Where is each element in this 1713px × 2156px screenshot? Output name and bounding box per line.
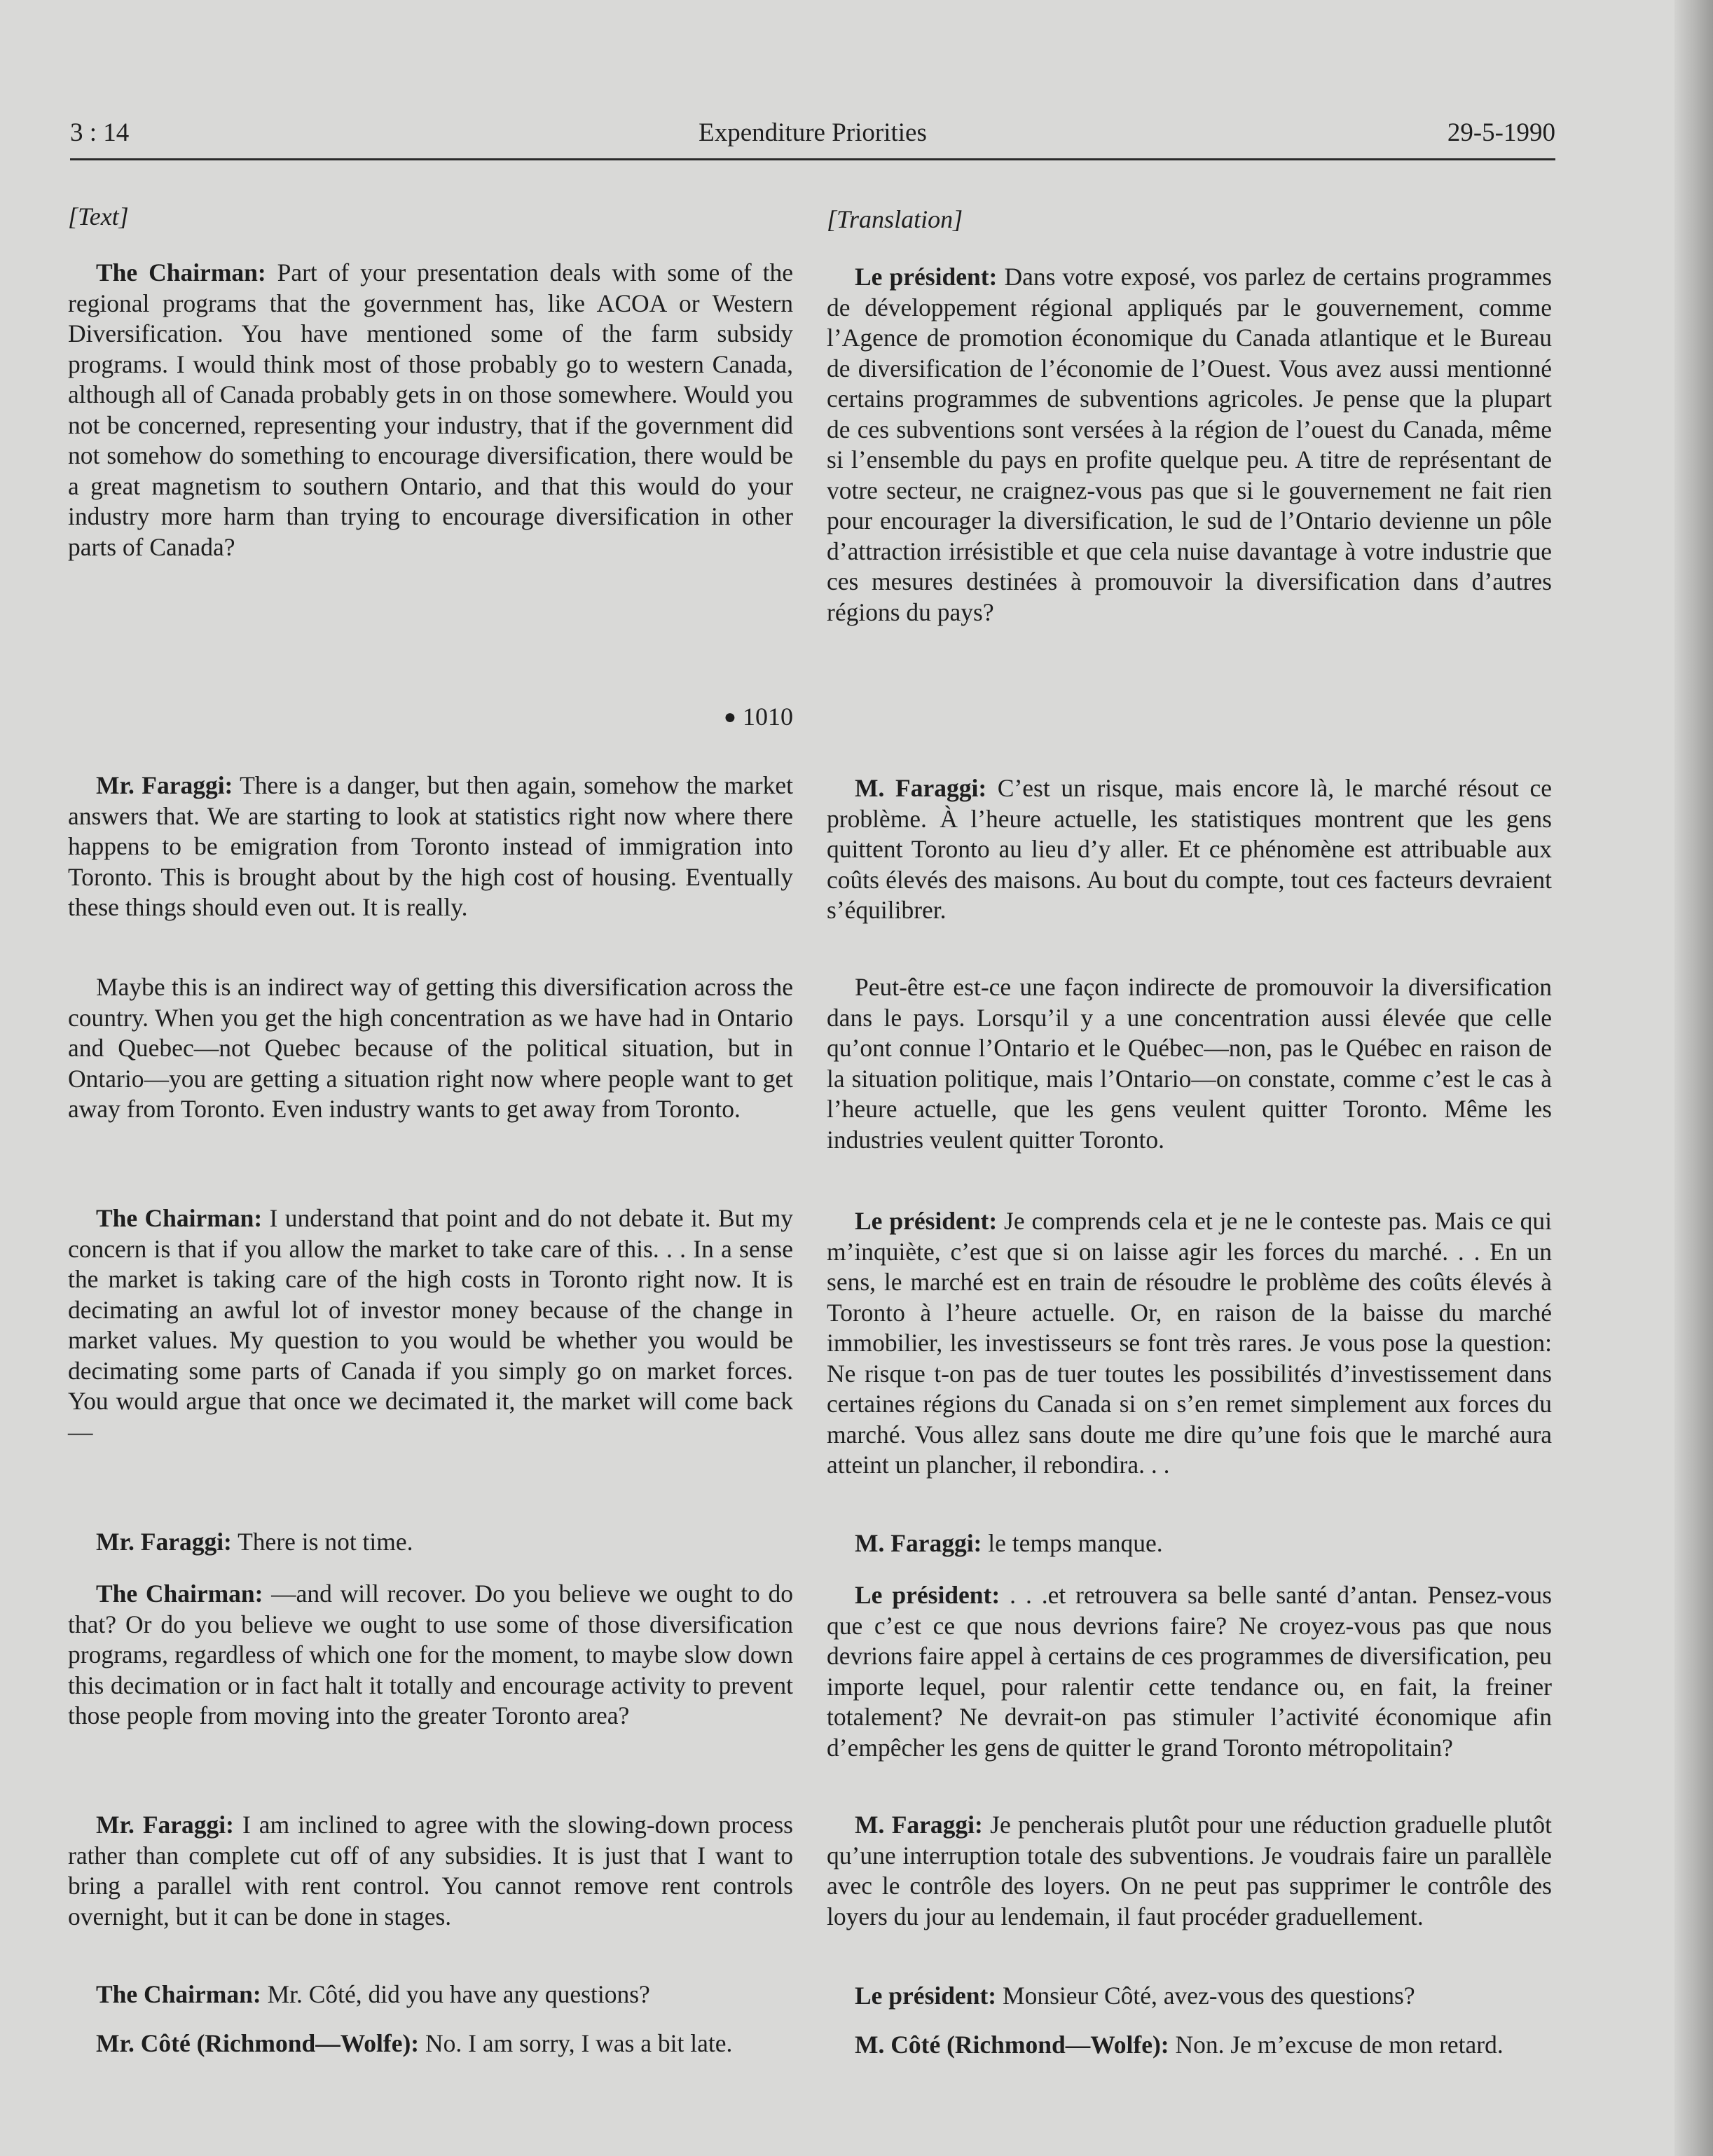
speaker: Mr. Faraggi: [96,1811,234,1839]
date: 29-5-1990 [1447,118,1555,147]
time-marker [724,702,793,733]
speech: C’est un risque, mais encore là, le marché résout ce problème. À l’heure actuelle, les statistiques montrent que les gens quittent Toronto au lieu d’y aller. Et ce phénomène est attribuable aux coûts élevés des maisons. Au bout du compte, tout ces facteurs devraient s’équilibrer. [827,774,1552,924]
paragraph [827,1528,1552,1559]
speech: Maybe this is an indirect way of getting this diversification across the country. When you get the high concentration as we have had in Ontario and Quebec—not Quebec because of the political situation, but in Ontario—you are getting a situation right now where people want to get away from Toronto. Even industry wants to get away from Toronto. [68,973,793,1123]
speech: Non. Je m’excuse de mon retard. [1169,2031,1504,2059]
time-marker-label: 1010 [743,703,793,731]
paragraph [827,1981,1552,2012]
bullet-icon: ● [723,705,736,728]
speech: Part of your presentation deals with some of the regional programs that the government has, like ACOA or Western Diversification. You have mentioned some of the farm subsidy programs. I would think most of those probably go to western Canada, although all of Canada probably gets in on those somewhere. Would you not be concerned, representing your industry, that if the government did not somehow do something to encourage diversification, there would be a great magnetism to southern Ontario, and that this would do your industry more harm than trying to encourage diversification in other parts of Canada? [68,258,793,561]
speech: Je comprends cela et je ne le conteste pas. Mais ce qui m’inquiète, c’est que si on laisse agir les forces du marché. . . En un sens, le marché est en train de résoudre le problème des coûts élevés à Toronto à l’heure actuelle. Or, en raison de la baisse du marché immobilier, les investisseurs se font très rares. Je vous pose la question: Ne risque t-on pas de tuer toutes les possibilités d’investissement dans certaines régions du Canada si on s’en remet simplement aux forces du marché. Vous allez sans doute me dire qu’une fois que le marché aura atteint un plancher, il rebondira. . . [827,1207,1553,1479]
speaker: M. Faraggi: [855,1811,983,1839]
paragraph [827,1206,1552,1481]
committee-title: Expenditure Priorities [699,118,927,147]
speaker: The Chairman: [96,258,266,286]
speech: Dans votre exposé, vos parlez de certains programmes de développement régional appliqués par le gouvernement, comme l’Agence de promotion économique du Canada atlantique et le Bureau de diversification de l’économie de l’Ouest. Vous avez aussi mentionné certains programmes de subventions agricoles. Je pense que la plupart de ces subventions sont versées à la région de l’ouest du Canada, même si l’ensemble du pays en profite quelque peu. A titre de représentant de votre secteur, ne craignez-vous pas que si le gouvernement ne fait rien pour encourager la diversification, le sud de l’Ontario devienne un pôle d’attraction irrésistible et que cela nuise davantage à votre industrie que ces mesures destinées à promouvoir la diversification dans d’autres régions du pays? [827,263,1552,626]
speaker: M. Côté (Richmond—Wolfe): [855,2031,1169,2059]
paragraph [68,1203,793,1447]
speaker: M. Faraggi: [855,774,987,802]
speech: I am inclined to agree with the slowing-down process rather than complete cut off of any subsidies. It is just that I want to bring a parallel with rent control. You cannot remove rent controls overnight, but it can be done in stages. [68,1811,793,1930]
speech: Je pencherais plutôt pour une réduction graduelle plutôt qu’une interruption totale des subventions. Je voudrais faire un parallèle avec le contrôle des loyers. On ne peut pas supprimer le contrôle des loyers du jour au lendemain, il faut procéder graduellement. [827,1811,1552,1930]
speaker: The Chairman: [96,1980,261,2008]
page-edge-shadow [1674,0,1713,2156]
speaker: The Chairman: [96,1580,263,1608]
speaker: Le président: [855,263,998,291]
speaker: Le président: [855,1581,1000,1609]
paragraph [827,2030,1552,2061]
speech: . . .et retrouvera sa belle santé d’antan. Pensez-vous que c’est ce que nous devrions faire? Ne croyez-vous pas que nous devrions faire appel à certains de ces programmes de diversification, peu importe lequel, pour ralentir cette tendance ou, en fait, la freiner totalement? Ne devrait-on pas stimuler l’activité économique afin d’empêcher les gens de quitter le grand Toronto métropolitain? [827,1581,1552,1762]
text-tag: [Text] [68,202,129,230]
paragraph [68,1979,793,2010]
paragraph [827,1810,1552,1932]
paragraph [827,773,1552,926]
speech: le temps manque. [982,1529,1163,1557]
paragraph [68,2029,793,2059]
speech: No. I am sorry, I was a bit late. [419,2029,733,2057]
speech: —and will recover. Do you believe we ought to do that? Or do you believe we ought to use some of those diversification programs, regardless of which one for the moment, to maybe slow down this decimation or in fact halt it totally and encourage activity to prevent those people from moving into the greater Toronto area? [68,1580,793,1729]
paragraph [68,972,793,1125]
paragraph [68,1527,793,1558]
speaker: Le président: [855,1207,998,1235]
paragraph [68,258,793,562]
page-number: 3 : 14 [70,118,130,147]
speech: There is a danger, but then again, somehow the market answers that. We are starting to look at statistics right now where there happens to be emigration from Toronto instead of immigration into Toronto. This is brought about by the high cost of housing. Eventually these things should even out. It is really. [68,771,793,921]
speaker: Le président: [855,1982,997,2010]
page-header [70,118,1555,160]
speaker: The Chairman: [96,1204,263,1232]
speech: There is not time. [231,1528,413,1556]
paragraph [827,262,1552,628]
speech: Mr. Côté, did you have any questions? [261,1980,650,2008]
paragraph [827,972,1552,1155]
speaker: Mr. Faraggi: [96,771,233,799]
speech: Monsieur Côté, avez-vous des questions? [996,1982,1415,2010]
paragraph [68,771,793,923]
paragraph [68,1810,793,1932]
header-rule [70,158,1555,160]
translation-tag: [Translation] [827,205,963,233]
speech: Peut-être est-ce une façon indirecte de promouvoir la diversification dans le pays. Lorsqu’il y a une concentration aussi élevée que celle qu’ont connue l’Ontario et le Québec—non, pas le Québec en raison de la situation politique, mais l’Ontario—on constate, comme c’est le cas à l’heure actuelle, que les gens veulent quitter Toronto. Même les industries veulent quitter Toronto. [827,973,1552,1154]
speaker: Mr. Côté (Richmond—Wolfe): [96,2029,420,2057]
speech: I understand that point and do not debate it. But my concern is that if you allow the market to take care of this. . . In a sense the market is taking care of the high costs in Toronto right now. It is decimating an awful lot of investor money because of the change in market values. My question to you would be whether you would be decimating some parts of Canada if you simply go on market forces. You would argue that once we decimated it, the market will come back— [68,1204,793,1446]
paragraph [827,1580,1552,1763]
paragraph [68,1579,793,1732]
speaker: Mr. Faraggi: [96,1528,232,1556]
speaker: M. Faraggi: [855,1529,982,1557]
